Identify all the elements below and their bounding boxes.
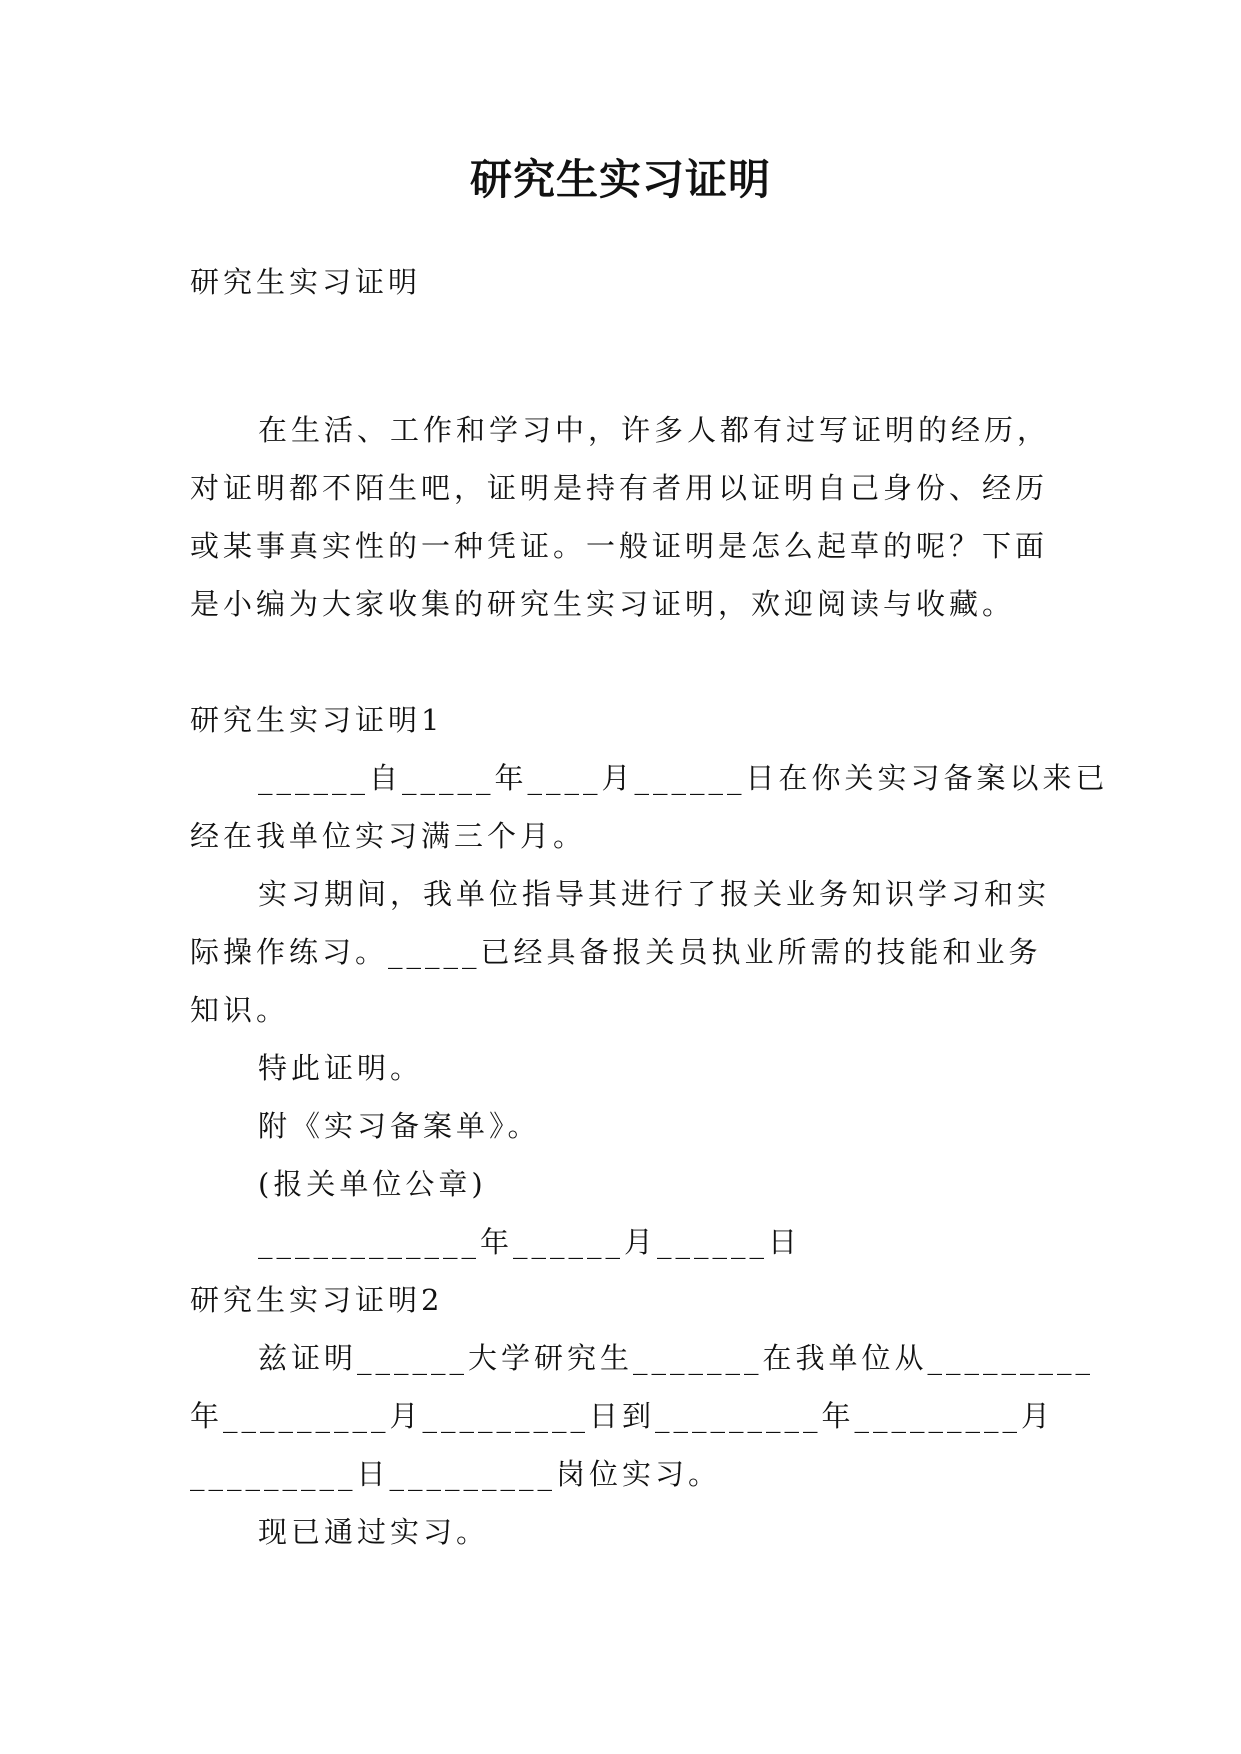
section1-line-1: ______自_____年____月______日在你关实习备案以来已 <box>258 761 1109 795</box>
section2-line-1: 兹证明______大学研究生_______在我单位从_________ <box>258 1341 1095 1375</box>
section1-line-6: 特此证明。 <box>258 1051 424 1085</box>
section1-line-5: 知识。 <box>190 993 290 1027</box>
intro-line-3: 或某事真实性的一种凭证。一般证明是怎么起草的呢？下面 <box>190 529 1049 563</box>
section2-line-4: 现已通过实习。 <box>258 1515 490 1549</box>
section2-heading: 研究生实习证明2 <box>190 1283 444 1317</box>
page-title: 研究生实习证明 <box>469 155 771 204</box>
section2-line-2: 年_________月_________日到_________年_________月 <box>190 1399 1055 1433</box>
intro-line-4: 是小编为大家收集的研究生实习证明，欢迎阅读与收藏。 <box>190 587 1016 621</box>
section2-line-3: _________日_________岗位实习。 <box>190 1457 722 1491</box>
section1-line-8: (报关单位公章) <box>258 1167 487 1201</box>
section1-line-3: 实习期间，我单位指导其进行了报关业务知识学习和实 <box>258 877 1051 911</box>
section1-line-4: 际操作练习。_____已经具备报关员执业所需的技能和业务 <box>190 935 1042 969</box>
section1-heading: 研究生实习证明1 <box>190 703 444 737</box>
intro-line-1: 在生活、工作和学习中，许多人都有过写证明的经历， <box>258 413 1051 447</box>
intro-line-2: 对证明都不陌生吧，证明是持有者用以证明自己身份、经历 <box>190 471 1049 505</box>
section1-line-9: ____________年______月______日 <box>258 1225 802 1259</box>
section1-line-2: 经在我单位实习满三个月。 <box>190 819 587 853</box>
section1-line-7: 附《实习备案单》。 <box>258 1109 541 1143</box>
document-subtitle: 研究生实习证明 <box>190 265 422 299</box>
